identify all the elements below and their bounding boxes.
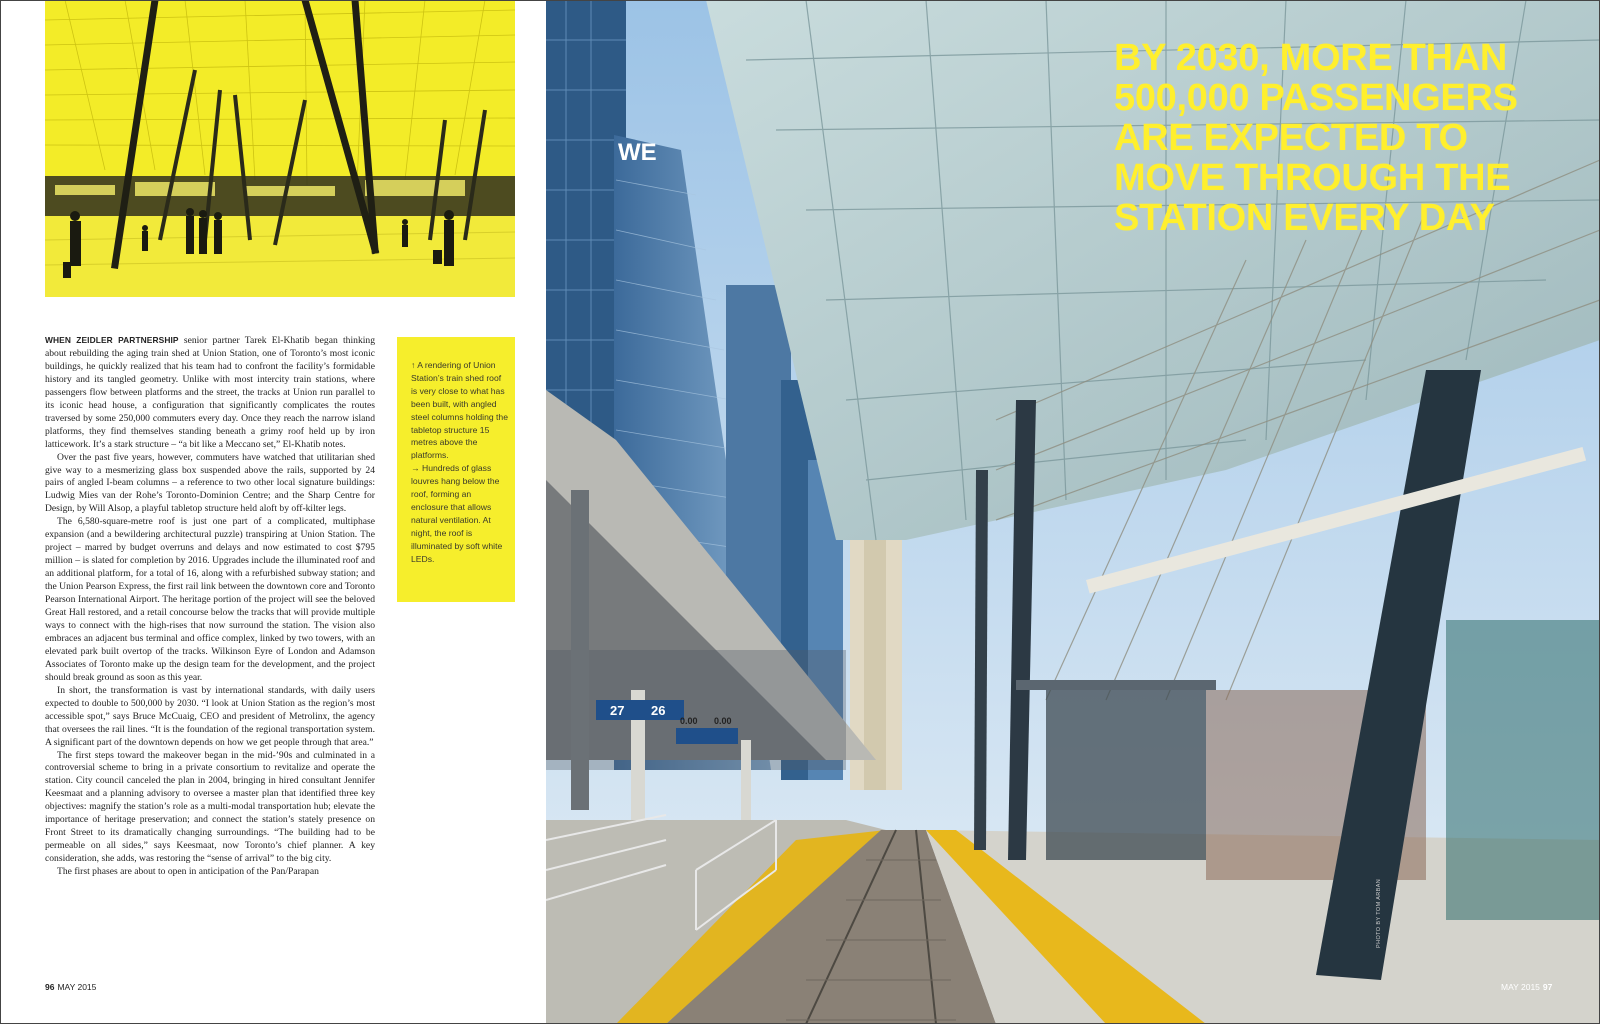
rendering-image bbox=[45, 0, 515, 297]
building-logo: WE bbox=[618, 139, 657, 166]
caption-louvres: → Hundreds of glass louvres hang below the roof, forming an enclosure that allows natural ventilation. At night, the roof is illuminated by soft white LEDs. bbox=[411, 463, 503, 564]
article-paragraph: The first phases are about to open in anticipation of the Pan/Parapan bbox=[57, 866, 319, 878]
issue-date: MAY 2015 bbox=[57, 982, 97, 992]
issue-date: MAY 2015 bbox=[1501, 982, 1540, 992]
clock-sign-b: 0.00 bbox=[714, 716, 732, 726]
article-paragraph: In short, the transformation is vast by international standards, with daily users expected to double to 500,000 by 2030. “I look at Union Station as the region’s most accessible spot,” says Bruce McCuaig, CEO and president of Metrolinx, the agency that oversees the rail lines. “It is the foundation of the regional transportation system. A significant part of the downtown depends on how we get people through that area.” bbox=[45, 684, 375, 748]
article-body bbox=[45, 334, 375, 879]
platform-sign-right: 26 bbox=[651, 703, 666, 718]
pull-quote bbox=[1114, 38, 1584, 238]
page-number: 96 bbox=[45, 982, 55, 992]
caption-rendering: ↑ A rendering of Union Station’s train shed roof is very close to what has been built, with angled steel columns holding the tabletop structure 15 metres above the platforms. bbox=[411, 360, 508, 461]
pull-quote-line: MOVE THROUGH THE bbox=[1114, 157, 1511, 199]
platform-sign-left: 27 bbox=[610, 703, 625, 718]
photo-caption bbox=[397, 337, 515, 602]
left-page bbox=[0, 0, 546, 1024]
pull-quote-line: 500,000 PASSENGERS bbox=[1114, 77, 1518, 119]
clock-sign-a: 0.00 bbox=[680, 716, 698, 726]
pull-quote-line: BY 2030, MORE THAN bbox=[1114, 37, 1508, 79]
article-paragraph: The 6,580-square-metre roof is just one part of a complicated, multiphase expansion (and a bewildering architectural puzzle) transpiring at Union Station. The project – marred by budget overruns and delays and now estimated to cost $795 million – is slated for completion by 2016. Upgrades include the illuminated roof and an additional platform, for a total of 16, along with a refurbished subway station; and the Union Pearson Express, the first rail link between the downtown core and Toronto Pearson International Airport. The heritage portion of the project will see the beloved Great Hall restored, and a retail concourse below the tracks that will provide multiple ways to connect with the high-rises that now surround the station. The vision also embraces an adjacent bus terminal and office complex, linked by two towers, with an elevated park built overtop of the tracks. Wilkinson Eyre of London and Adamson Associates of Toronto make up the design team for the development, and the project should break ground as soon as this year. bbox=[45, 516, 375, 683]
article-paragraph: WHEN ZEIDLER PARTNERSHIP senior partner Tarek El-Khatib began thinking about rebuilding the aging train shed at Union Station, one of Toronto’s most iconic buildings, he quickly realized that his team had to confront the facility’s formidable history and its tangled geometry. Unlike with most intercity train stations, where passengers flow between platforms and the street, the tracks at Union run parallel to its iconic head house, a configuration that significantly complicates the routes traversed by some 250,000 commuters every day. Once they reach the narrow island platforms, they find themselves standing beneath a grimy roof held up by iron latticework. It’s a stark structure – “a bit like a Meccano set,” El-Khatib notes. bbox=[45, 335, 375, 450]
pull-quote-line: ARE EXPECTED TO bbox=[1114, 117, 1468, 159]
folio-left bbox=[45, 982, 96, 992]
folio-right bbox=[1501, 982, 1552, 992]
article-paragraph: The first steps toward the makeover began in the mid-’90s and culminated in a controversial scheme to bring in a private consortium to revitalize and operate the station. City council canceled the plan in 2004, bringing in hired consultant Jennifer Keesmaat and a planning advisory to oversee a master plan that identified three key objectives: magnify the station’s role as a multi-modal transportation hub; elevate the importance of heritage preservation; and connect the station’s stately presence on Front Street to its dramatically changing surroundings. “The building had to be permeable on all sides,” says Keesmaat, now Toronto’s chief planner. A key consideration, she adds, was restoring the “sense of arrival” to the big city. bbox=[45, 749, 375, 865]
lead-in: WHEN ZEIDLER PARTNERSHIP bbox=[45, 335, 179, 345]
photo-credit: PHOTO BY TOM ARBAN bbox=[1376, 878, 1382, 948]
page-number: 97 bbox=[1542, 982, 1553, 992]
article-paragraph: Over the past five years, however, commuters have watched that utilitarian shed give way to a mesmerizing glass box suspended above the rails, supported by 24 pairs of angled I-beam columns – a reference to two other local signature buildings: Ludwig Mies van der Rohe’s Toronto-Dominion Centre; and the Sharp Centre for Design, by Will Alsop, a playful tabletop structure held aloft by off-kilter legs. bbox=[45, 451, 375, 515]
rendering-illustration bbox=[45, 0, 515, 297]
pull-quote-line: STATION EVERY DAY bbox=[1114, 197, 1495, 239]
